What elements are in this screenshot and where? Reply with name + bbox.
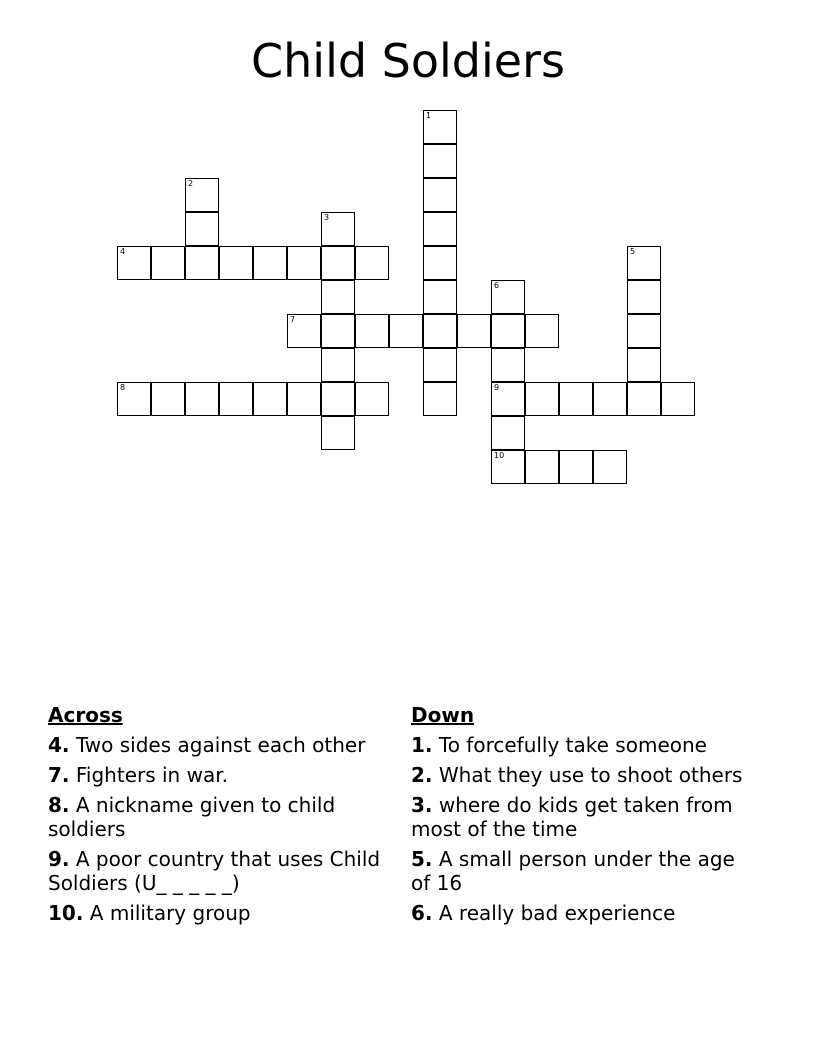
grid-cell[interactable]	[491, 450, 525, 484]
clue-down-3	[411, 793, 751, 841]
clue-across-4	[48, 733, 388, 757]
grid-cell[interactable]	[423, 110, 457, 144]
grid-cell[interactable]	[185, 212, 219, 246]
clue-across-7	[48, 763, 388, 787]
clue-text: A nickname given to child soldiers	[48, 793, 336, 841]
grid-cell[interactable]	[355, 246, 389, 280]
clue-number: 5.	[411, 847, 433, 871]
grid-cell[interactable]	[287, 314, 321, 348]
grid-cell[interactable]	[219, 382, 253, 416]
clue-text: Fighters in war.	[75, 763, 228, 787]
puzzle-title: Child Soldiers	[251, 34, 565, 88]
grid-cell[interactable]	[593, 382, 627, 416]
grid-cell[interactable]	[457, 314, 491, 348]
grid-cell[interactable]	[321, 212, 355, 246]
grid-cell[interactable]	[491, 416, 525, 450]
grid-cell[interactable]	[117, 246, 151, 280]
grid-cell[interactable]	[423, 144, 457, 178]
grid-cell[interactable]	[321, 416, 355, 450]
grid-cell[interactable]	[151, 246, 185, 280]
grid-cell[interactable]	[423, 280, 457, 314]
clue-number: 3.	[411, 793, 433, 817]
grid-cell[interactable]	[151, 382, 185, 416]
grid-cell[interactable]	[525, 382, 559, 416]
clue-number: 1.	[411, 733, 433, 757]
grid-cell[interactable]	[321, 348, 355, 382]
cell-number: 2	[188, 179, 194, 188]
grid-cell[interactable]	[559, 450, 593, 484]
grid-cell[interactable]	[321, 382, 355, 416]
grid-cell[interactable]	[253, 246, 287, 280]
cell-number: 4	[120, 247, 126, 256]
grid-cell[interactable]	[491, 382, 525, 416]
clue-number: 7.	[48, 763, 70, 787]
clue-number: 6.	[411, 901, 433, 925]
cell-number: 8	[120, 383, 126, 392]
grid-cell[interactable]	[321, 246, 355, 280]
grid-cell[interactable]	[355, 314, 389, 348]
grid-cell[interactable]	[491, 280, 525, 314]
clue-across-8	[48, 793, 388, 841]
grid-cell[interactable]	[423, 314, 457, 348]
grid-cell[interactable]	[627, 314, 661, 348]
clue-text: where do kids get taken from most of the time	[411, 793, 733, 841]
grid-cell[interactable]	[423, 178, 457, 212]
across-heading: Across	[48, 703, 123, 727]
clue-number: 9.	[48, 847, 70, 871]
clue-text: Two sides against each other	[75, 733, 366, 757]
cell-number: 5	[630, 247, 636, 256]
cell-number: 10	[494, 451, 505, 460]
grid-cell[interactable]	[423, 382, 457, 416]
grid-cell[interactable]	[117, 382, 151, 416]
clue-text: A small person under the age of 16	[411, 847, 735, 895]
clue-down-2	[411, 763, 751, 787]
grid-cell[interactable]	[253, 382, 287, 416]
clue-down-1	[411, 733, 751, 757]
grid-cell[interactable]	[423, 246, 457, 280]
grid-cell[interactable]	[661, 382, 695, 416]
cell-number: 1	[426, 111, 432, 120]
down-heading: Down	[411, 703, 475, 727]
grid-cell[interactable]	[185, 382, 219, 416]
grid-cell[interactable]	[525, 450, 559, 484]
clue-number: 4.	[48, 733, 70, 757]
grid-cell[interactable]	[355, 382, 389, 416]
clue-down-6	[411, 901, 751, 925]
grid-cell[interactable]	[627, 382, 661, 416]
cell-number: 9	[494, 383, 500, 392]
clue-text: What they use to shoot others	[438, 763, 743, 787]
grid-cell[interactable]	[593, 450, 627, 484]
clue-text: A poor country that uses Child Soldiers (U_ _ _ _ _)	[48, 847, 381, 895]
clue-number: 8.	[48, 793, 70, 817]
clue-text: To forcefully take someone	[438, 733, 707, 757]
clue-across-9	[48, 847, 388, 895]
grid-cell[interactable]	[321, 280, 355, 314]
grid-cell[interactable]	[321, 314, 355, 348]
cell-number: 3	[324, 213, 330, 222]
grid-cell[interactable]	[525, 314, 559, 348]
grid-cell[interactable]	[287, 246, 321, 280]
clue-number: 2.	[411, 763, 433, 787]
grid-cell[interactable]	[423, 348, 457, 382]
cell-number: 6	[494, 281, 500, 290]
grid-cell[interactable]	[627, 280, 661, 314]
grid-cell[interactable]	[389, 314, 423, 348]
grid-cell[interactable]	[219, 246, 253, 280]
grid-cell[interactable]	[627, 246, 661, 280]
grid-cell[interactable]	[491, 348, 525, 382]
grid-cell[interactable]	[185, 178, 219, 212]
cell-number: 7	[290, 315, 296, 324]
clue-text: A military group	[89, 901, 251, 925]
across-clues	[48, 703, 388, 931]
clue-number: 10.	[48, 901, 84, 925]
down-clues	[411, 703, 751, 931]
grid-cell[interactable]	[559, 382, 593, 416]
clue-across-10	[48, 901, 388, 925]
grid-cell[interactable]	[287, 382, 321, 416]
grid-cell[interactable]	[423, 212, 457, 246]
grid-cell[interactable]	[627, 348, 661, 382]
grid-cell[interactable]	[185, 246, 219, 280]
grid-cell[interactable]	[491, 314, 525, 348]
clue-text: A really bad experience	[438, 901, 676, 925]
clue-down-5	[411, 847, 751, 895]
